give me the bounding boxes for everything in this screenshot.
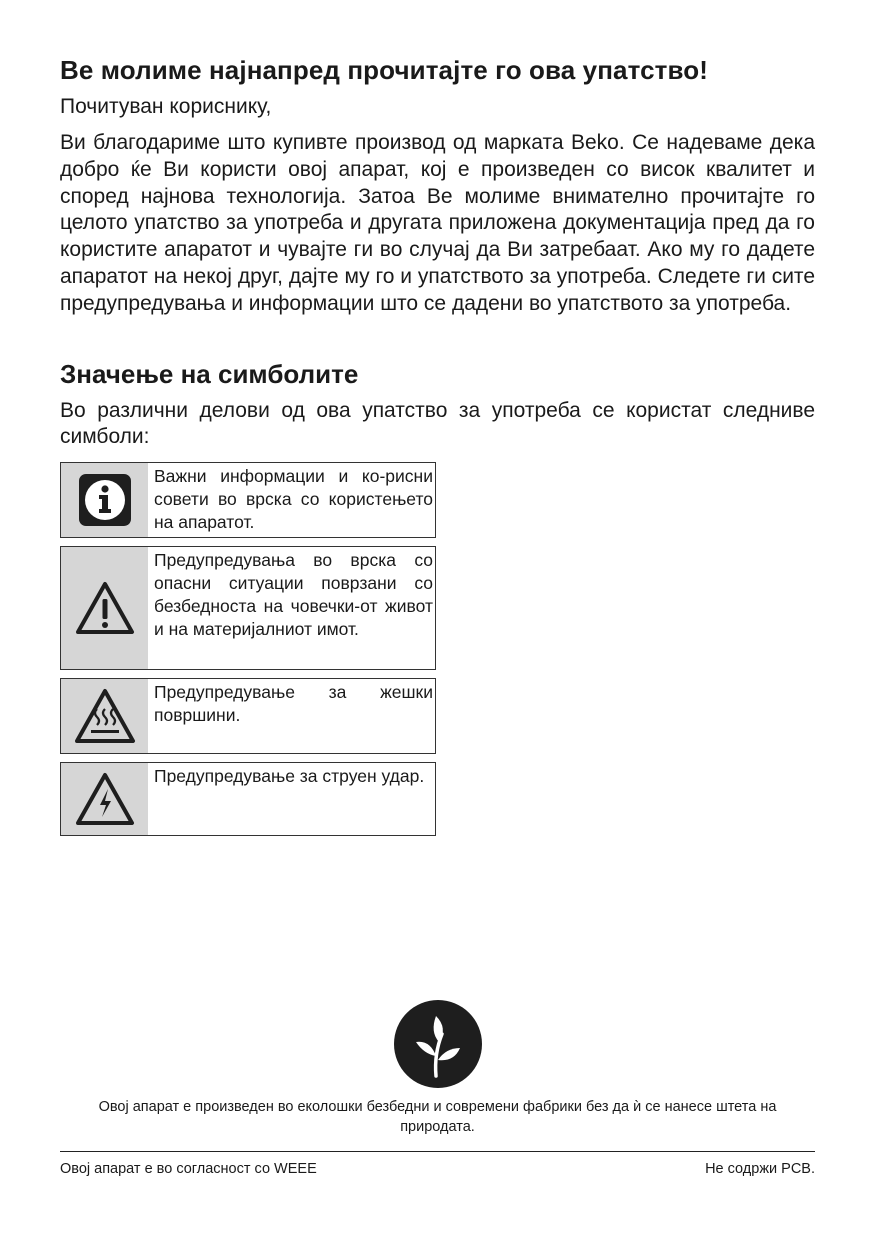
symbol-row-electric-shock	[60, 762, 436, 836]
symbols-heading: Значење на симболите	[60, 358, 359, 389]
eco-leaf-icon	[394, 1000, 482, 1088]
symbol-list	[60, 462, 436, 836]
footer-pcb-note: Не содржи PCB.	[705, 1161, 815, 1177]
footer-weee-note: Овој апарат е во согласност со WEEE	[60, 1161, 317, 1177]
info-icon	[61, 463, 148, 537]
intro-paragraph: Ви благодариме што купивте производ од марката Beko. Се надеваме дека добро ќе Ви користи овој апарат, кој е произведен со висок квалитет и според најнова технологија. Затоа Ве молиме внимателно прочитајте го целото упатство за употреба и другата приложена документација пред да го користите апаратот и чувајте ги во случај да Ви затребаат. Ако му го дадете апаратот на некој друг, дајте му го и упатството за употреба. Следете ги сите предупредувања и информации што се дадени во упатството за употреба.	[60, 131, 815, 315]
footer-divider	[60, 1151, 815, 1152]
eco-statement: Овој апарат е произведен во еколошки безбедни и современи фабрики без да ѝ се нанесе штета на природата.	[98, 1099, 777, 1135]
symbols-intro: Во различни делови од ова упатство за употреба се користат следниве симболи:	[60, 398, 815, 449]
symbol-row-info	[60, 462, 436, 538]
greeting: Почитуван кориснику,	[60, 95, 272, 118]
symbol-row-warning	[60, 546, 436, 670]
page-title: Ве молиме најнапред прочитајте го ова упатство!	[60, 55, 708, 85]
page-content	[60, 52, 815, 844]
symbol-text-electric-shock: Предупредување за струен удар.	[154, 765, 425, 786]
symbol-text-warning: Предупредувања во врска со опасни ситуации поврзани со безбедноста на човечки-от живот и на материјалниот имот.	[154, 549, 433, 639]
symbol-text-hot-surface: Предупредување за жешки површини.	[154, 681, 433, 725]
hot-surface-icon	[61, 679, 148, 753]
symbol-text-info: Важни информации и ко-рисни совети во врска со користењето на апаратот.	[154, 465, 433, 532]
electric-shock-icon	[61, 763, 148, 835]
symbol-row-hot-surface	[60, 678, 436, 754]
warning-icon	[61, 547, 148, 669]
